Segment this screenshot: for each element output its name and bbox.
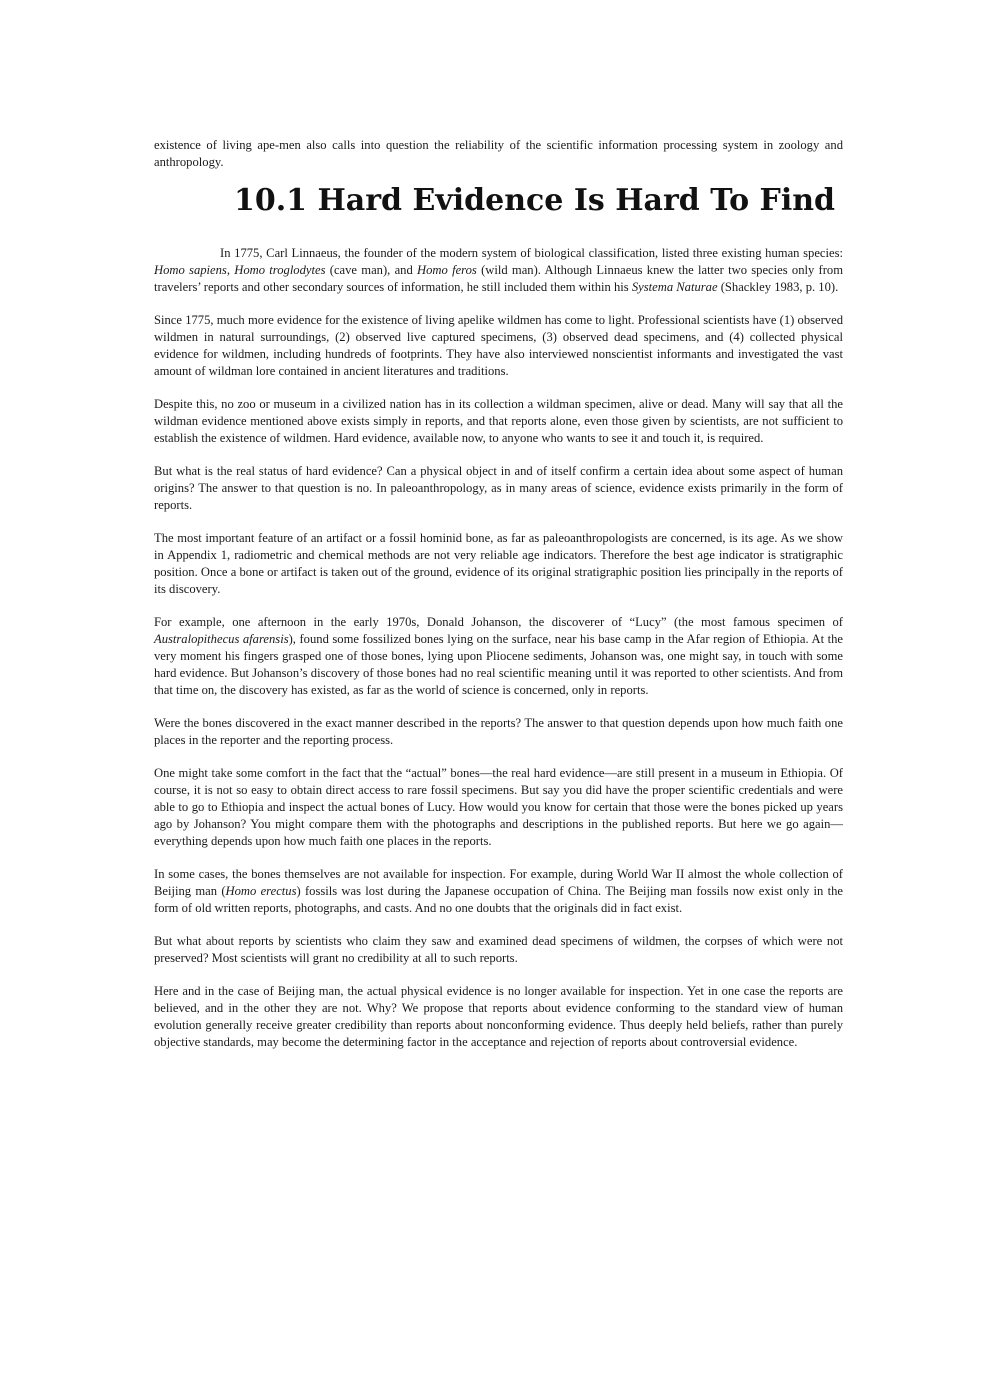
text-run: (cave man), and bbox=[325, 263, 418, 277]
italic-species-name: Homo feros bbox=[417, 263, 477, 277]
italic-species-name: Homo erectus bbox=[225, 884, 297, 898]
paragraph-hard-evidence-status: But what is the real status of hard evidence? Can a physical object in and of itself confirm a certain idea about some aspect of human origins? The answer to that question is no. In paleoanthropology, as in many areas of science, evidence exists primarily in the form of reports. bbox=[154, 464, 843, 512]
italic-species-name: Australopithecus afarensis bbox=[154, 632, 289, 646]
text-run: ) fossils was lost during the Japanese occupation of China. The Beijing man fossils now exist only in the form of old written reports, photographs, and casts. And no one doubts that the originals did in fact exist. bbox=[154, 884, 843, 915]
paragraph-conclusion: Here and in the case of Beijing man, the actual physical evidence is no longer available for inspection. Yet in one case the reports are believed, and in the other they are not. Why? We propose that reports about evidence conforming to the standard view of human evolution generally receive greater credibility than reports about nonconforming evidence. Thus deeply held beliefs, rather than purely objective standards, may become the determining factor in the acceptance and rejection of reports about controversial evidence. bbox=[154, 984, 843, 1049]
italic-book-title: Systema Naturae bbox=[631, 280, 718, 294]
intro-paragraph: existence of living ape-men also calls into question the reliability of the scientific information processing system in zoology and anthropology. bbox=[154, 138, 843, 169]
document-page bbox=[154, 137, 843, 1067]
italic-species-names: Homo sapiens, Homo troglodytes bbox=[154, 263, 326, 277]
text-run: (wild man). Although Linnaeus knew the latter two species only from travelers’ reports and other secondary sources of information, he still included them within his bbox=[154, 263, 844, 294]
text-run: (Shackley 1983, p. 10). bbox=[717, 280, 839, 294]
paragraph-exact-manner: Were the bones discovered in the exact manner described in the reports? The answer to that question depends upon how much faith one places in the reporter and the reporting process. bbox=[154, 716, 843, 747]
text-run: ), found some fossilized bones lying on the surface, near his base camp in the Afar region of Ethiopia. At the very moment his fingers grasped one of those bones, lying upon Pliocene sediments, Johanson was, one might say, in touch with some hard evidence. But Johanson’s discovery of those bones had no real scientific meaning until it was reported to other scientists. And from that time on, the discovery has existed, as far as the world of science is concerned, only in reports. bbox=[154, 632, 843, 697]
paragraph-no-specimen: Despite this, no zoo or museum in a civilized nation has in its collection a wildman specimen, alive or dead. Many will say that all the wildman evidence mentioned above exists simply in reports, and that reports alone, even those given by scientists, are not sufficient to establish the existence of wildmen. Hard evidence, available now, to anyone who wants to see it and touch it, is required. bbox=[154, 397, 843, 445]
text-run: For example, one afternoon in the early 1970s, Donald Johanson, the discoverer of “Lucy” (the most famous specimen of bbox=[154, 615, 843, 629]
paragraph-actual-bones: One might take some comfort in the fact that the “actual” bones—the real hard evidence—are still present in a museum in Ethiopia. Of course, it is not so easy to obtain direct access to rare fossil specimens. But say you did have the proper scientific credentials and were able to go to Ethiopia and inspect the actual bones of Lucy. How would you know for certain that those were the bones picked up years ago by Johanson? You might compare them with the photographs and descriptions in the published reports. But here we go again—everything depends upon how much faith one places in the reports. bbox=[154, 766, 843, 848]
paragraph-age-feature: The most important feature of an artifact or a fossil hominid bone, as far as paleoanthropologists are concerned, is its age. As we show in Appendix 1, radiometric and chemical methods are not very reliable age indicators. Therefore the best age indicator is stratigraphic position. Once a bone or artifact is taken out of the ground, evidence of its original stratigraphic position lies principally in the reports of its discovery. bbox=[154, 531, 843, 596]
section-heading: 10.1 Hard Evidence Is Hard To Find bbox=[233, 183, 836, 218]
paragraph-evidence-since-1775: Since 1775, much more evidence for the existence of living apelike wildmen has come to light. Professional scientists have (1) observed wildmen in natural surroundings, (2) observed live captured specimens, (3) observed dead specimens, and (4) collected physical evidence for wildmen, including hundreds of footprints. They have also interviewed nonscientist informants and investigated the vast amount of wildman lore contained in ancient literatures and traditions. bbox=[154, 313, 843, 378]
text-run: In some cases, the bones themselves are not available for inspection. For example, during World War II almost the whole collection of Beijing man ( bbox=[154, 867, 843, 898]
text-run: In 1775, Carl Linnaeus, the founder of the modern system of biological classification, listed three existing human species: bbox=[220, 246, 843, 260]
paragraph-beijing-man bbox=[154, 866, 843, 917]
paragraph-linnaeus bbox=[154, 245, 843, 296]
paragraph-wildmen-reports: But what about reports by scientists who claim they saw and examined dead specimens of wildmen, the corpses of which were not preserved? Most scientists will grant no credibility at all to such reports. bbox=[154, 934, 843, 965]
paragraph-johanson-example bbox=[154, 614, 843, 699]
